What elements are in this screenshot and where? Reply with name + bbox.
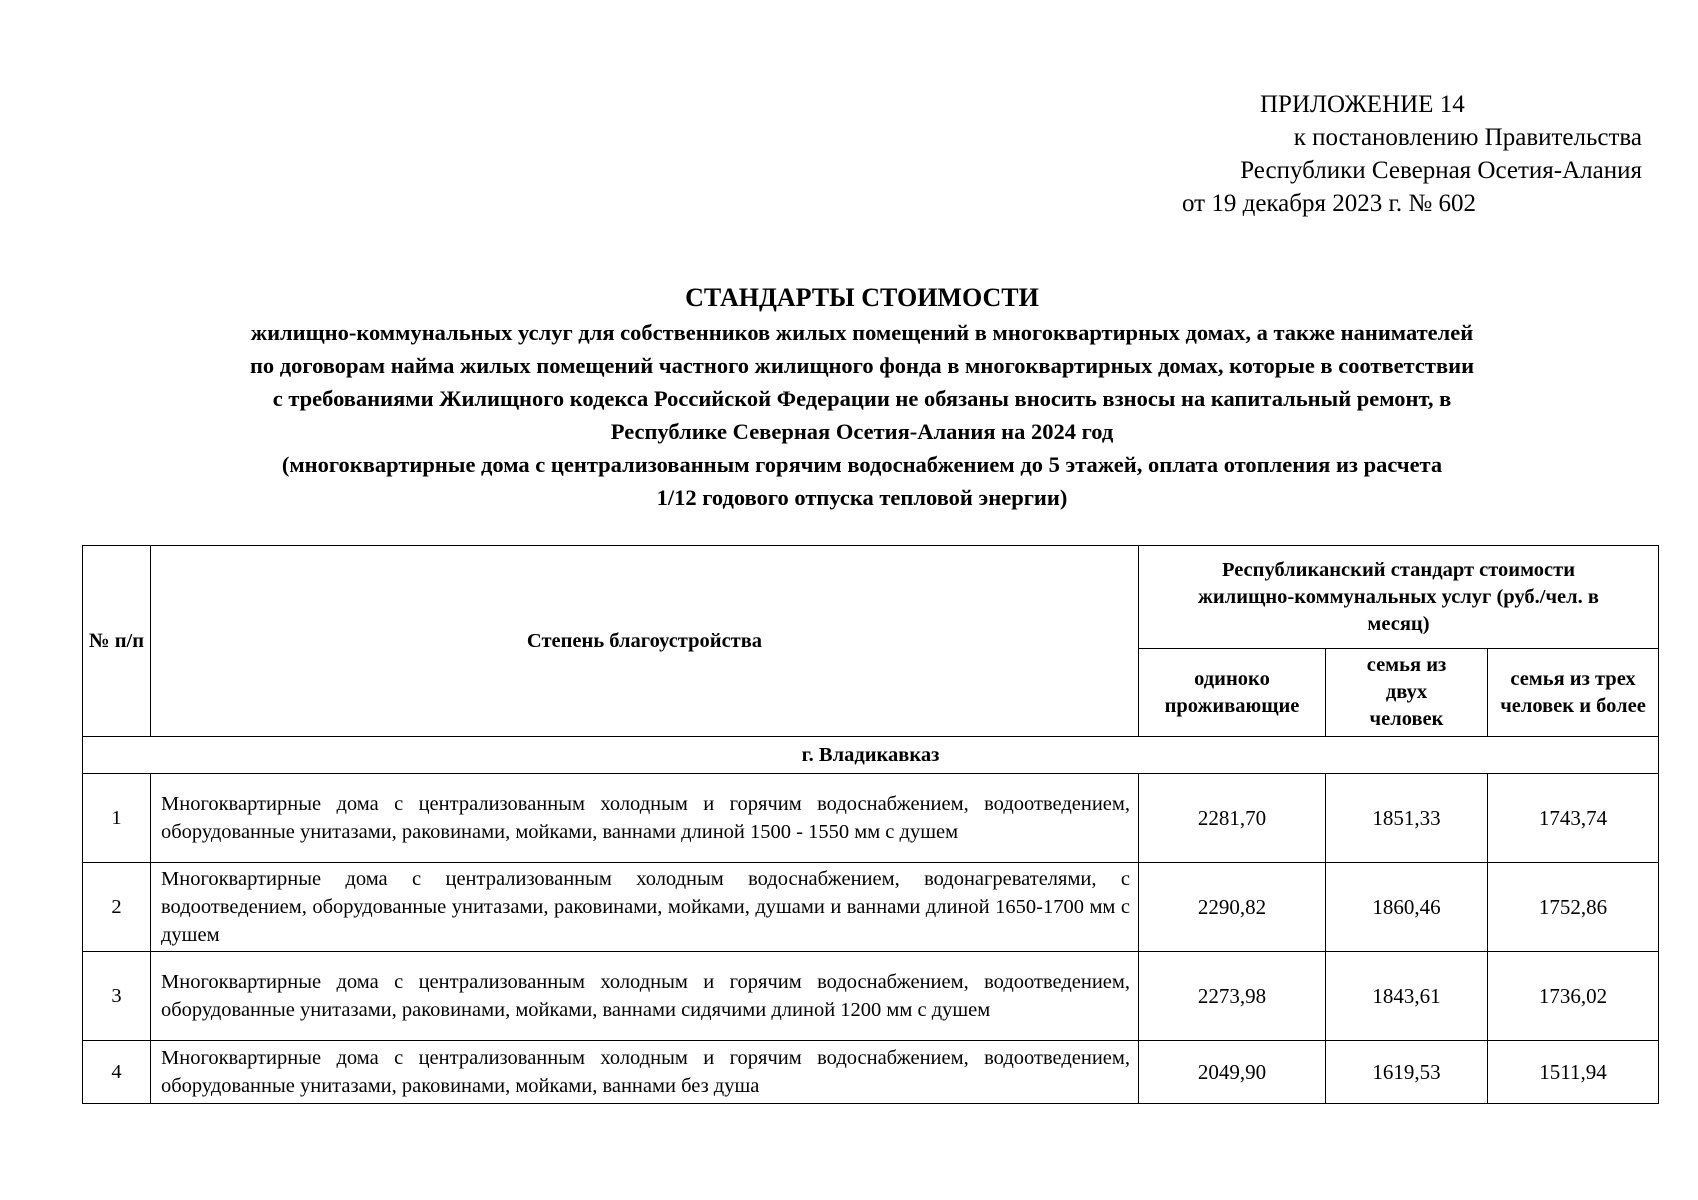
- heading-line: жилищно-коммунальных услуг для собственников жилых помещений в многоквартирных домах, а также нанимателей: [250, 320, 1474, 345]
- row-number: 3: [83, 952, 151, 1041]
- row-number: 1: [83, 774, 151, 863]
- row-number: 4: [83, 1041, 151, 1104]
- section-city: г. Владикавказ: [83, 737, 1659, 774]
- value-two: 1860,46: [1326, 863, 1488, 952]
- header-single: одиноко проживающие: [1139, 649, 1326, 737]
- appendix-date: от 19 декабря 2023 г. № 602: [1182, 190, 1477, 217]
- heading-line: Республике Северная Осетия-Алания на 2024 год: [610, 419, 1114, 444]
- standards-table: [82, 545, 1659, 1104]
- row-number: 2: [83, 863, 151, 952]
- value-three: 1511,94: [1488, 1041, 1659, 1104]
- table-row: [83, 1041, 1659, 1104]
- header-degree: Степень благоустройства: [151, 546, 1139, 737]
- value-two: 1851,33: [1326, 774, 1488, 863]
- header-two: семья из двух человек: [1326, 649, 1488, 737]
- value-single: 2049,90: [1139, 1041, 1326, 1104]
- value-two: 1619,53: [1326, 1041, 1488, 1104]
- row-description: Многоквартирные дома с централизованным холодным и горячим водоснабжением, водоотведением, оборудованные унитазами, раковинами, мойками, ваннами сидячими длиной 1200 мм с душем: [151, 952, 1139, 1041]
- heading-line: 1/12 годового отпуска тепловой энергии): [656, 485, 1068, 510]
- appendix-title: ПРИЛОЖЕНИЕ 14: [1260, 91, 1465, 118]
- header-three: семья из трех человек и более: [1488, 649, 1659, 737]
- row-description: Многоквартирные дома с централизованным холодным водоснабжением, водонагревателями, с водоотведением, оборудованные унитазами, раковинами, мойками, душами и ваннами длиной 1650-1700 мм с душем: [151, 863, 1139, 952]
- value-single: 2281,70: [1139, 774, 1326, 863]
- value-two: 1843,61: [1326, 952, 1488, 1041]
- table-row: [83, 863, 1659, 952]
- appendix-government: Республики Северная Осетия-Алания: [1240, 157, 1642, 184]
- value-single: 2290,82: [1139, 863, 1326, 952]
- row-description: Многоквартирные дома с централизованным холодным и горячим водоснабжением, водоотведением, оборудованные унитазами, раковинами, мойками, ваннами длиной 1500 - 1550 мм с душем: [151, 774, 1139, 863]
- header-standard: Республиканский стандарт стоимости жилищно-коммунальных услуг (руб./чел. в месяц): [1139, 546, 1659, 649]
- heading-line: по договорам найма жилых помещений частного жилищного фонда в многоквартирных домах, которые в соответствии: [249, 353, 1475, 378]
- document-title: СТАНДАРТЫ СТОИМОСТИ: [685, 283, 1039, 312]
- value-three: 1743,74: [1488, 774, 1659, 863]
- value-single: 2273,98: [1139, 952, 1326, 1041]
- value-three: 1752,86: [1488, 863, 1659, 952]
- appendix-block: [1122, 88, 1642, 220]
- value-three: 1736,02: [1488, 952, 1659, 1041]
- document-heading: [82, 280, 1642, 514]
- table-row: [83, 774, 1659, 863]
- heading-line: (многоквартирные дома с централизованным горячим водоснабжением до 5 этажей, оплата отопления из расчета: [281, 452, 1443, 477]
- heading-line: с требованиями Жилищного кодекса Российской Федерации не обязаны вносить взносы на капитальный ремонт, в: [272, 386, 1452, 411]
- table-row: [83, 952, 1659, 1041]
- header-num: № п/п: [83, 546, 151, 737]
- appendix-resolution: к постановлению Правительства: [1293, 124, 1642, 151]
- row-description: Многоквартирные дома с централизованным холодным и горячим водоснабжением, водоотведением, оборудованные унитазами, раковинами, мойками, ваннами без душа: [151, 1041, 1139, 1104]
